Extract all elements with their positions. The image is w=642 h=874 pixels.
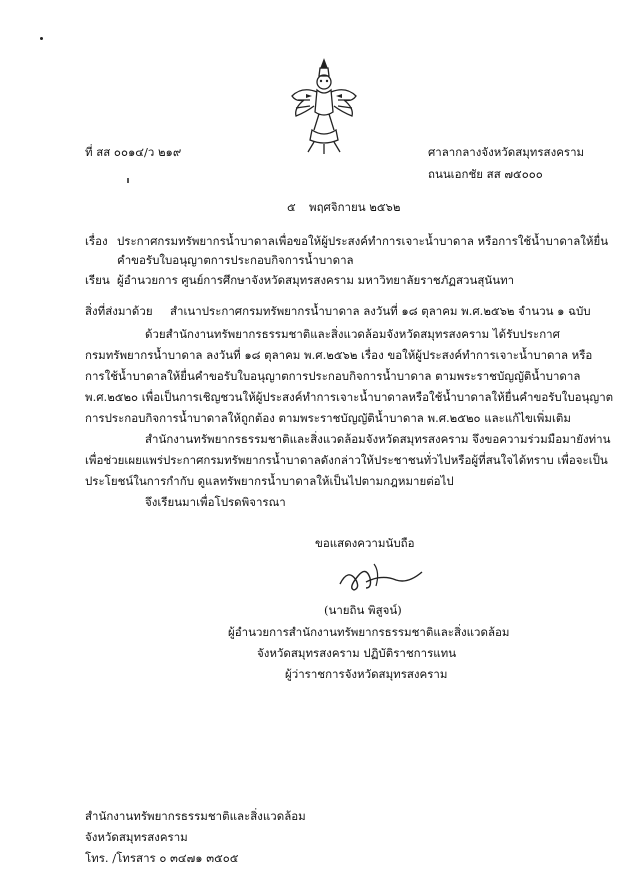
handwritten-signature (336, 558, 426, 598)
body-paragraph-2-line: ประโยชน์ในการกำกับ ดูแลทรัพยากรน้ำบาดาลให้เป็นไปตามกฎหมายต่อไป (85, 474, 454, 488)
body-paragraph-1-line: ด้วยสำนักงานทรัพยากรธรรมชาติและสิ่งแวดล้อมจังหวัดสมุทรสงคราม ได้รับประกาศ (145, 327, 560, 341)
enclosure-label: สิ่งที่ส่งมาด้วย (85, 304, 153, 318)
reference-number: ที่ สส ๐๐๑๔/ว ๒๑๙ (85, 145, 182, 159)
agency-address: ถนนเอกชัย สส ๗๕๐๐๐ (428, 167, 543, 181)
subject-label: เรื่อง (85, 234, 108, 248)
signer-title-line-2: จังหวัดสมุทรสงคราม ปฏิบัติราชการแทน (257, 646, 457, 660)
body-paragraph-1-line: พ.ศ.๒๕๒๐ เพื่อเป็นการเชิญชวนให้ผู้ประสงค์ทำการเจาะน้ำบาดาลหรือใช้น้ำบาดาลให้ยื่นคำขอรับใบอนุญาต (85, 390, 614, 404)
signer-title-line-1: ผู้อำนวยการสำนักงานทรัพยากรธรรมชาติและสิ่งแวดล้อม (228, 625, 510, 639)
subject-line-1: ประกาศกรมทรัพยากรน้ำบาดาลเพื่อขอให้ผู้ประสงค์ทำการเจาะน้ำบาดาล หรือการใช้น้ำบาดาลให้ยื่น (117, 234, 609, 248)
closing-salutation: ขอแสดงความนับถือ (315, 536, 415, 550)
garuda-emblem (286, 56, 362, 156)
date-month-year: พฤศจิกายน ๒๕๖๒ (309, 200, 401, 214)
body-paragraph-3: จึงเรียนมาเพื่อโปรดพิจารณา (145, 495, 286, 509)
body-paragraph-1-line: การประกอบกิจการน้ำบาดาลให้ถูกต้อง ตามพระราชบัญญัติน้ำบาดาล พ.ศ.๒๕๒๐ และแก้ไขเพิ่มเติม (85, 411, 571, 425)
signer-title-line-3: ผู้ว่าราชการจังหวัดสมุทรสงคราม (285, 667, 448, 681)
footer-office: สำนักงานทรัพยากรธรรมชาติและสิ่งแวดล้อม (85, 809, 306, 823)
body-paragraph-2-line: สำนักงานทรัพยากรธรรมชาติและสิ่งแวดล้อมจังหวัดสมุทรสงคราม จึงขอความร่วมมือมายังท่าน (145, 432, 611, 446)
body-paragraph-2-line: เพื่อช่วยเผยแพร่ประกาศกรมทรัพยากรน้ำบาดาลดังกล่าวให้ประชาชนทั่วไปหรือผู้ที่สนใจได้ทราบ เพื่อจะเป็น (85, 453, 608, 467)
body-paragraph-1-line: กรมทรัพยากรน้ำบาดาล ลงวันที่ ๑๘ ตุลาคม พ.ศ.๒๕๖๒ เรื่อง ขอให้ผู้ประสงค์ทำการเจาะน้ำบาดาล หรือ (85, 348, 593, 362)
body-paragraph-1-line: การใช้น้ำบาดาลให้ยื่นคำขอรับใบอนุญาตการประกอบกิจการน้ำบาดาล ตามพระราชบัญญัติน้ำบาดาล (85, 369, 581, 383)
agency-name: ศาลากลางจังหวัดสมุทรสงคราม (428, 145, 585, 159)
subject-line-2: คำขอรับใบอนุญาตการประกอบกิจการน้ำบาดาล (117, 253, 354, 267)
footer-phone: โทร. /โทรสาร ๐ ๓๔๗๑ ๓๕๐๕ (85, 851, 239, 865)
date-day: ๕ (287, 200, 296, 214)
footer-province: จังหวัดสมุทรสงคราม (85, 830, 188, 844)
to-label: เรียน (85, 273, 110, 287)
scan-speck (40, 37, 43, 40)
signer-name: (นายถิน พิสูจน์) (324, 603, 402, 617)
enclosure-text: สำเนาประกาศกรมทรัพยากรน้ำบาดาล ลงวันที่ ๑๘ ตุลาคม พ.ศ.๒๕๖๒ จำนวน ๑ ฉบับ (170, 304, 591, 318)
to-recipient: ผู้อำนวยการ ศูนย์การศึกษาจังหวัดสมุทรสงคราม มหาวิทยาลัยราชภัฏสวนสุนันทา (117, 273, 515, 287)
scan-mark (127, 178, 129, 183)
